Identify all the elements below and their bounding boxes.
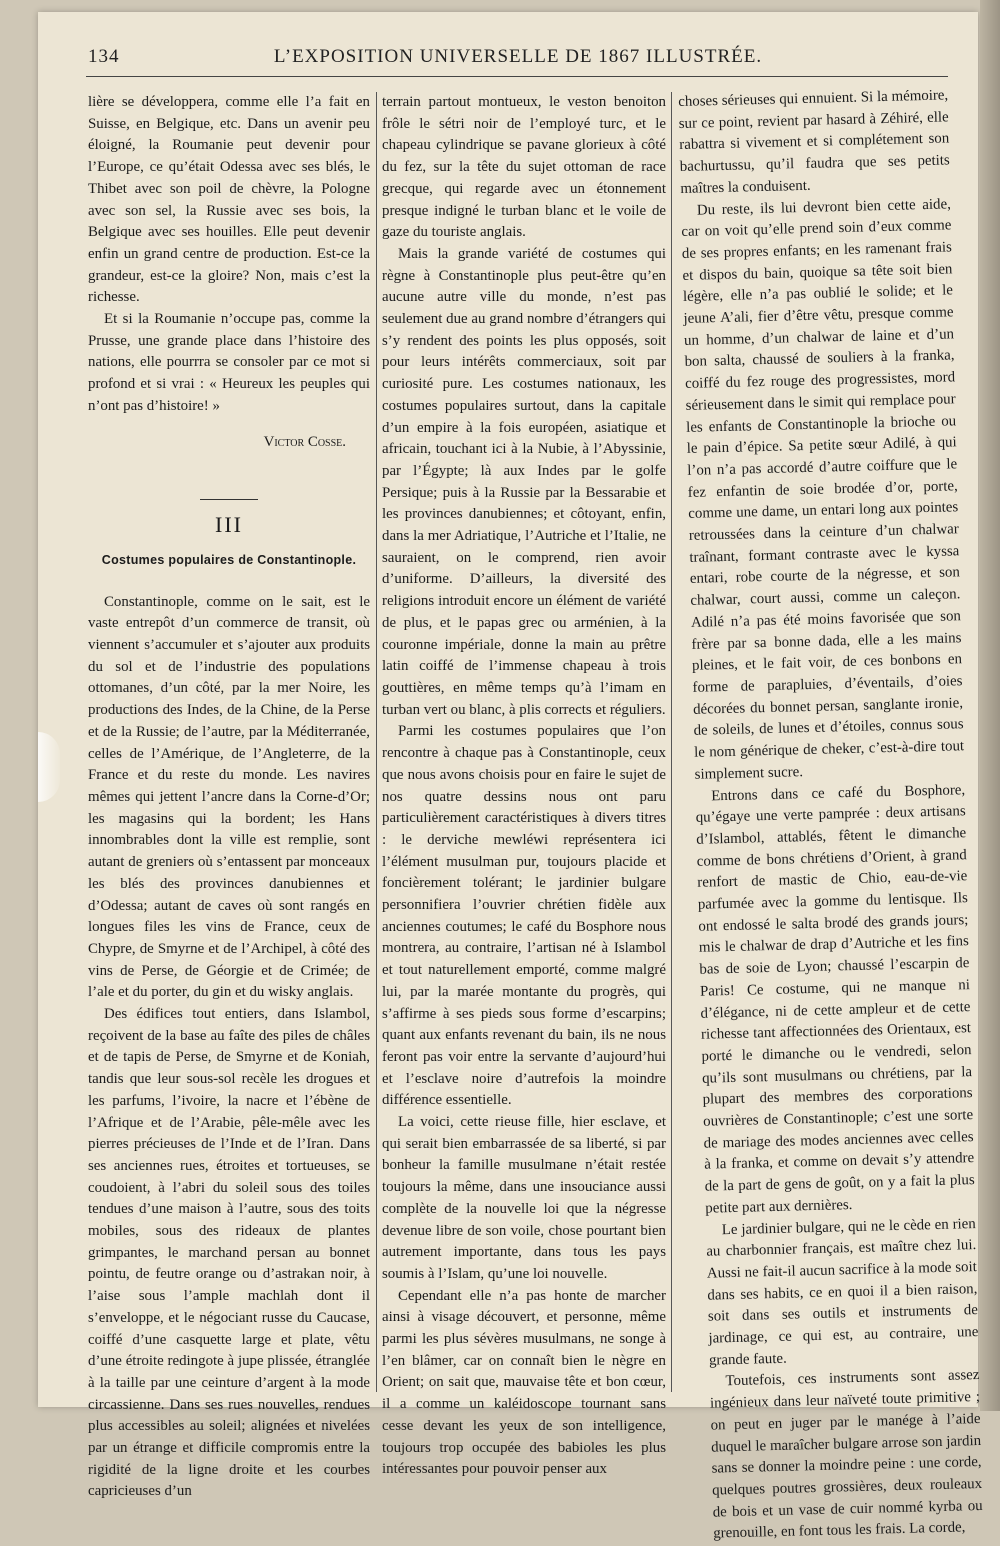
paragraph: Constantinople, comme on le sait, est le vaste entrepôt d’un commerce de transit, où viennent s’accumuler et s’ajouter aux produits du sol et de l’industrie des populations ottomanes, d’un côté, par la mer Noire, les productions des Indes, de la Chine, de la Perse et de la Russie; de l’autre, par la Méditerranée, celles de l’Amérique, de l’Angleterre, de la France et du reste du monde. Les navires mêmes qui jettent l’ancre dans la Corne-d’Or; les magasins qui la bordent; les Hans innombrables dont la ville est remplie, sont autant de greniers où s’entassent par monceaux les blés des provinces danubiennes et d’Odessa; autant de caves où sont rangés en longues files les vins de France, ceux de Chypre, de Smyrne et de l’Archipel, à côté des vins de Perse, de Géorgie et de Crimée; de l’ale et du porter, du gin et du wisky anglais. (88, 593, 370, 1001)
author-signature: Victor Cosse. (263, 433, 346, 450)
paragraph: Toutefois, ces instruments sont assez ingénieux dans leur naïveté toute primitive ; on peut en juger par le manége à l’aide duquel le maraîcher bulgare arrose son jardin sans se donner la moindre peine : une corde, quelques poutres grossières, deux rouleaux de bois et un vase de cuir nommé kyrba ou grenouille, en font tous les frais. La corde, (709, 1367, 983, 1542)
paragraph: Le jardinier bulgare, qui ne le cède en rien au charbonnier français, est maître chez lui. Aussi ne fait-il aucun sacrifice à la mode soit dans ses habits, ce en quoi il a bien raison, soit dans ses outils et instruments de jardinage, ce qui est, au contraire, une grande faute. (706, 1215, 979, 1369)
paragraph: Cependant elle n’a pas honte de marcher ainsi à visage découvert, et personne, même parmi les plus sévères musulmans, ne songe à l’en blâmer, car on connaît bien le nègre en Orient; on sait que, mauvaise tête et bon cœur, il a comme un kaléidoscope tournant sans cesse devant les yeux de son intelligence, toujours trop occupée des babioles les plus intéressantes pour pouvoir penser aux (382, 1287, 666, 1478)
paragraph: lière se développera, comme elle l’a fait en Suisse, en Belgique, etc. Dans un avenir peu éloigné, la Roumanie peut devenir pour l’Europe, ce qu’était Odessa avec ses blés, le Thibet avec son poil de chèvre, la Pologne avec son sel, la Russie avec ses bois, la Belgique avec ses houilles. Elle peut devenir enfin un grand centre de production. Est-ce la grandeur, est-ce la gloire? Non, mais c’est la richesse. (88, 94, 370, 306)
section-number: III (215, 512, 243, 538)
publication-title: L’EXPOSITION UNIVERSELLE DE 1867 ILLUSTRÉE. (273, 46, 763, 67)
scan-glare (38, 732, 60, 802)
section-title: Costumes populaires de Constantinople. (101, 552, 357, 567)
paragraph: Du reste, ils lui devront bien cette aide, car on voit qu’elle prend soin d’eux comme de ses propres enfants; en les ramenant frais et dispos du bain, quoique sa tête soit bien légère, elle n’a pas oublié le solide; et le jeune A’ali, fier d’être vêtu, presque comme un homme, d’un chalwar de laine et d’un bon salta, chaussé de souliers à la franka, coiffé du fez rouge des progressistes, mord sérieusement dans le simit qui remplace pour les enfants de Constantinople la brioche ou le pain d’épice. Sa petite sœur Adilé, à qui l’on n’a pas accordé d’autre coiffure que le fez enfantin de soie brodée d’or, porte, comme une dame, un entari long aux pointes retroussées dans la ceinture d’un chalwar traînant, formant contraste avec le kyssa entari, robe courte de la négresse, et son chalwar, court aussi, comme un caleçon. Adilé n’a pas été moins favorisée que son frère par sa bonne dada, elle a les mains pleines, et le fait voir, de ces bonbons en forme de parapluies, d’éventails, d’oies décorées du bonnet persan, sanglante ironie, de soleils, de lunes et d’étoiles, connus sous le nom générique de cheker, c’est-à-dire tout simplement sucre. (681, 195, 965, 783)
column-divider (376, 92, 377, 1392)
header-rule (86, 76, 948, 77)
column-1 (88, 92, 370, 1500)
section-separator (200, 499, 258, 500)
page-number: 134 (88, 46, 120, 67)
paragraph: Des édifices tout entiers, dans Islambol, reçoivent de la base au faîte des piles de châles et de tapis de Perse, de Smyrne et de Koniah, tandis que leur sous-sol recèle les drogues et les parfums, l’ivoire, la nacre et l’ébène de l’Afrique et de l’Arabie, pêle-mêle avec les pierres précieuses de l’Inde et de l’Iran. Dans ses anciennes rues, étroites et tortueuses, se coudoient, à l’abri du soleil sous des toiles tendues d’une maison à l’autre, sous des toits mobiles, sous des rideaux de plantes grimpantes, le marchand persan au bonnet pointu, de feutre orange ou d’astrakan noir, à l’aise sous l’ample machlah dont il s’enveloppe, et le négociant russe du Caucase, coiffé d’une casquette large et plate, vêtu d’une étroite redingote à jupe plissée, étranglée à la taille par une ceinture d’argent à la mode circassienne. Dans ses rues nouvelles, rendues plus accessibles au soleil; alignées et nivelées par un étrange et difficile compromis entre la rigidité de la ligne droite et les courbes capricieuses d’un (88, 1006, 370, 1500)
page-edge (980, 0, 1000, 1411)
newspaper-page (38, 12, 983, 1542)
paragraph: Mais la grande variété de costumes qui règne à Constantinople plus peut-être qu’en aucune autre ville du monde, n’est pas seulement due au grand nombre d’étrangers qui s’y rendent des points les plus opposés, soit pour leurs intérêts commerciaux, soit par curiosité pure. Les costumes nationaux, les costumes populaires surtout, dans la capitale d’un empire à la fois européen, asiatique et africain, touchant ici à la Nubie, à l’Abyssinie, par l’Égypte; là aux Indes par le golfe Persique; puis à la Russie par la Bessarabie et les provinces danubiennes; et côtoyant, enfin, dans la mer Adriatique, l’Autriche et l’Italie, ne sauraient, on le comprend, rien avoir d’uniforme. D’ailleurs, la diversité des religions introduit encore un élément de variété de plus, et le papas grec ou arménien, à la couronne impériale, donne la main au prêtre latin coiffé de l’immense chapeau à trois gouttières, en même temps qu’à l’imam en turban vert ou blanc, à plis corrects et réguliers. (382, 245, 666, 718)
column-3 (678, 85, 983, 1542)
paragraph: terrain partout montueux, le veston benoiton frôle le sétri noir de l’employé turc, et le chapeau cylindrique se pavane glorieux à côté du fez, sur la tête du sujet ottoman de race grecque, qui regarde avec un étonnement presque indigné le turban blanc et le voile de gaze du touriste anglais. (382, 94, 666, 241)
column-2 (382, 92, 666, 1478)
paragraph: Entrons dans ce café du Bosphore, qu’égaye une verte pamprée : deux artisans d’Islambol, attablés, fêtent le dimanche comme de bons chrétiens d’Orient, à grand renfort de mastic de Chio, eau-de-vie parfumée avec la gomme du lentisque. Ils ont endossé le salta brodé des grands jours; mis le chalwar de drap d’Autriche et les fins bas de soie de Lyon; chaussé l’escarpin de Paris! Ce costume, qui ne manque ni d’élégance, ni de cette ampleur et de cette richesse tant affectionnées des Orientaux, est porté le dimanche ou le vendredi, selon qu’ils sont musulmans ou chrétiens, par la plupart des membres des corporations ouvrières de Constantinople; c’est une sorte de mariage des modes anciennes avec celles à la franka, et comme on devait s’y attendre de la part de gens de goût, on y a fait la plus petite part aux dernières. (695, 781, 975, 1217)
paragraph: La voici, cette rieuse fille, hier esclave, et qui serait bien embarrassée de sa liberté, si par bonheur la famille musulmane n’était restée toujours la même, dans une insouciance aussi complète de la nouvelle loi que la négresse devenue libre de son voile, chose pourtant bien autrement importante, dans tous les pays soumis à l’Islam, qu’une loi nouvelle. (382, 1114, 666, 1282)
paragraph: Parmi les costumes populaires que l’on rencontre à chaque pas à Constantinople, ceux que nous avons choisis pour en faire le sujet de nos quatre dessins nous ont paru particulièrement caractéristiques à divers titres : le derviche mewléwi représentera ici l’élément musulman pur, toujours placide et foncièrement tolérant; le jardinier bulgare personnifiera l’ouvrier chrétien fidèle aux anciennes coutumes; le café du Bosphore nous montrera, au contraire, l’artisan né à Islambol et tout naturellement emporté, comme malgré lui, par la marée montante du progrès, qui s’affirme à ses pieds sous forme d’escarpins; quant aux enfants revenant du bain, ils ne nous feront pas voir entre la servante d’aujourd’hui et l’esclave noire d’autrefois la moindre différence essentielle. (382, 723, 666, 1109)
column-divider (671, 92, 672, 1392)
paragraph: choses sérieuses qui ennuient. Si la mémoire, sur ce point, revient par hasard à Zéhiré, elle rabattra si vivement et si complétement son bachurtussu, qu’il faudra que ses petits maîtres la conduisent. (678, 87, 950, 197)
paragraph: Et si la Roumanie n’occupe pas, comme la Prusse, une grande place dans l’histoire des nations, elle pourrra se consoler par ce mot si profond et si vrai : « Heureux les peuples qui n’ont pas d’histoire! » (88, 311, 370, 414)
